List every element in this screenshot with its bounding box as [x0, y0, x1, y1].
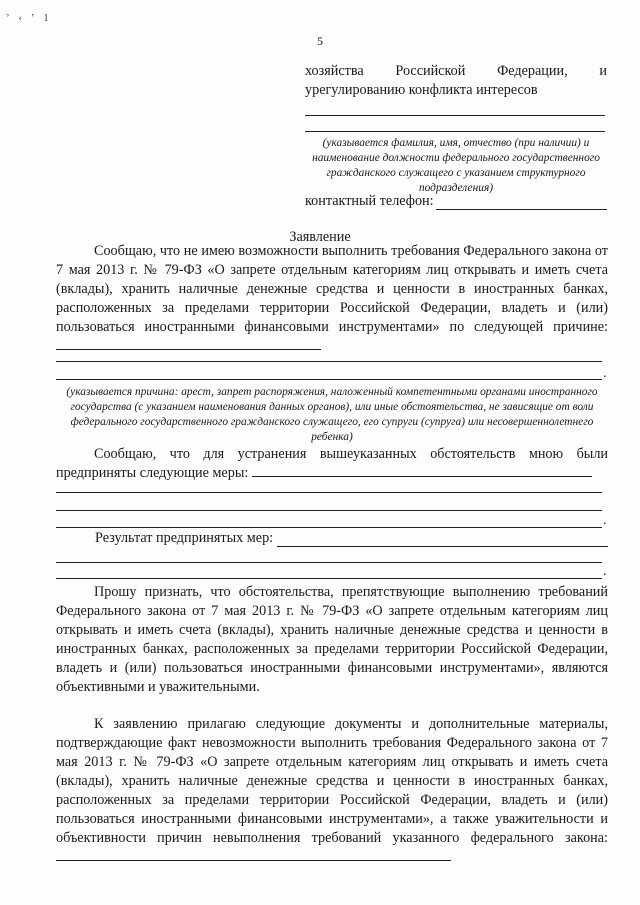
result-label: Результат предпринятых мер: — [95, 530, 274, 546]
paragraph-measures-text: Сообщаю, что для устранения вышеуказанных обстоятельств мною были предприняты следующие меры: — [56, 446, 608, 481]
measures-fill-line-2 — [56, 492, 602, 493]
contact-phone-field — [305, 193, 607, 210]
contact-phone-fill-line — [436, 195, 607, 210]
addressee-header — [305, 62, 607, 100]
result-fill-line — [277, 532, 608, 547]
reason-caption: (указывается причина: арест, запрет распоряжения, наложенный компетентными органами иностранного государства (с указанием наименования данных органов), или иные обстоятельства, не зависящие от воли федерального государственного гражданского служащего, его супруги (супруга) или несовершеннолетнего ребенка) — [66, 386, 598, 443]
person-fill-line-1 — [305, 115, 605, 116]
corner-mark: ʼ ‹ ʼ 1 — [6, 12, 52, 24]
person-caption: (указывается фамилия, имя, отчество (при наличии) и наименование должности федерального государственного гражданского служащего с указанием структурного подразделения) — [312, 137, 600, 194]
addressee-word: хозяйства — [305, 63, 364, 79]
measures-inline-fill-line — [252, 464, 592, 477]
paragraph-reason-statement — [56, 242, 608, 356]
reason-fill-line-3 — [56, 379, 602, 380]
addressee-word: Российской — [395, 63, 466, 79]
attachments-inline-fill-line — [56, 848, 451, 861]
measures-line-end-dot: . — [603, 513, 607, 528]
contact-phone-label: контактный телефон: — [305, 193, 434, 209]
paragraph-request: Прошу признать, что обстоятельства, препятствующие выполнению требований Федерального закона от 7 мая 2013 г. № 79-ФЗ «О запрете отдельным категориям лиц открывать и иметь счета (вклады), хранить наличные денежные средства и ценности в иностранных банках, расположенных за пределами территории Российской Федерации, владеть и (или) пользоваться иностранными финансовыми инструментами», являются объективными и уважительными. — [56, 584, 608, 695]
page-number: 5 — [317, 34, 323, 48]
result-fill-line-3 — [56, 578, 602, 579]
addressee-word: и — [599, 63, 607, 79]
reason-fill-line-2 — [56, 361, 602, 362]
result-field — [95, 530, 608, 547]
reason-inline-fill-line — [56, 337, 321, 350]
paragraph-attachments-text: К заявлению прилагаю следующие документы и дополнительные материалы, подтверждающие факт невозможности выполнить требования Федерального закона от 7 мая 2013 г. № 79-ФЗ «О запрете отдельным категориям лиц открывать и иметь счета (вклады), хранить наличные денежные средства и ценности в иностранных банках, расположенных за пределами территории Российской Федерации, владеть и (или) пользоваться иностранными финансовыми инструментами», а также уважительности и объективности причин невыполнения требований указанного федерального закона: — [56, 716, 608, 846]
measures-fill-line-4 — [56, 527, 602, 528]
addressee-word: Федерации, — [497, 63, 568, 79]
paragraph-attachments — [56, 715, 608, 867]
measures-fill-line-3 — [56, 510, 602, 511]
paragraph-measures — [56, 445, 608, 483]
addressee-line-1 — [305, 62, 607, 81]
reason-line-end-dot: . — [603, 366, 607, 381]
result-line-end-dot: . — [603, 564, 607, 579]
document-title: Заявление — [289, 229, 351, 245]
addressee-line-2: урегулированию конфликта интересов — [305, 82, 538, 98]
paragraph-reason-text: Сообщаю, что не имею возможности выполнить требования Федерального закона от 7 мая 2013 г. № 79-ФЗ «О запрете отдельным категориям лиц открывать и иметь счета (вклады), хранить наличные денежные средства и ценности в иностранных банках, расположенных за пределами территории Российской Федерации, владеть и (или) пользоваться иностранными финансовыми инструментами» по следующей причине: — [56, 243, 608, 335]
result-fill-line-2 — [56, 562, 602, 563]
person-fill-line-2 — [305, 131, 605, 132]
